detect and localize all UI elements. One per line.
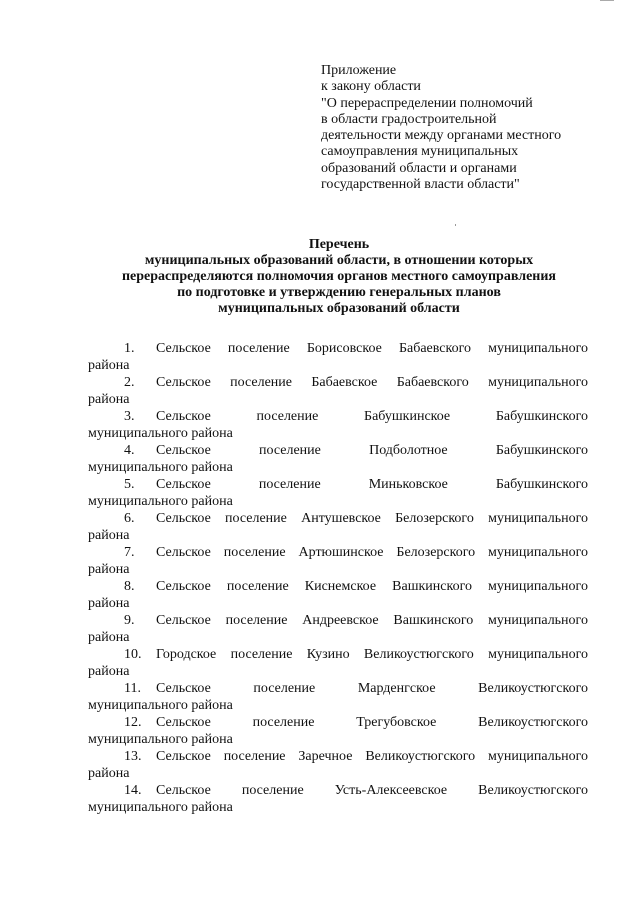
list-item-number: 14. (124, 783, 142, 798)
list-item-first-line (88, 748, 588, 765)
list-item-first-line (88, 510, 588, 527)
list-item-number: 13. (124, 749, 142, 764)
list-item-word: Киснемское (304, 579, 377, 594)
list-item-continuation: района (88, 596, 130, 611)
list-item-word: Бабушкинского (495, 443, 588, 458)
list-item-continuation: района (88, 562, 130, 577)
list-item-word: муниципального (488, 545, 588, 560)
list-item-word: поселение (227, 341, 290, 356)
list-item-word: Великоустюгского (365, 749, 476, 764)
list-item-word: Вашкинского (393, 613, 474, 628)
list-item-number: 11. (124, 681, 141, 696)
list-item-word: Сельское (156, 613, 211, 628)
list-item-word: Сельское (156, 341, 211, 356)
list-item-text (156, 544, 588, 561)
list-item-continuation: района (88, 664, 130, 679)
title-line: по подготовке и утверждению генеральных планов (177, 285, 501, 300)
list-item-first-line (88, 476, 588, 493)
list-item-word: Великоустюгского (363, 647, 474, 662)
list-item-word: Андреевское (302, 613, 379, 628)
annex-line: государственной власти области" (321, 177, 520, 193)
list-item-number: 6. (124, 511, 135, 526)
list-item-word: поселение (258, 477, 321, 492)
annex-line: самоуправления муниципальных (321, 144, 519, 160)
list-item-word: Подболотное (369, 443, 448, 458)
list-item-text (156, 646, 588, 663)
list-item-word: Вашкинского (392, 579, 472, 594)
list-item (88, 476, 588, 510)
list-item-word: Сельское (156, 579, 211, 594)
list-item-first-line (88, 374, 588, 391)
list-item-word: Великоустюгского (478, 715, 588, 730)
annex-line: к закону области (321, 79, 421, 95)
list-item-number: 12. (124, 715, 142, 730)
list-item-word: Бабаевского (398, 341, 471, 356)
list-item-word: муниципального (488, 375, 588, 390)
list-item-word: поселение (225, 613, 288, 628)
list-item (88, 374, 588, 408)
list-item-text (156, 578, 588, 595)
list-item-number: 3. (124, 409, 135, 424)
list-item-word: Усть-Алексеевское (334, 783, 448, 798)
list-item-word: поселение (252, 715, 315, 730)
list-item-text (156, 476, 588, 493)
list-item-number: 8. (124, 579, 135, 594)
list-item-first-line (88, 680, 588, 697)
list-item-word: Борисовское (306, 341, 382, 356)
list-item-number: 5. (124, 477, 135, 492)
list-item-number: 9. (124, 613, 135, 628)
list-item-text (156, 408, 588, 425)
list-item-word: поселение (230, 375, 292, 390)
list-item-word: Сельское (156, 511, 211, 526)
list-item-word: Антушевское (301, 511, 381, 526)
list-item-word: Сельское (156, 749, 211, 764)
list-item (88, 612, 588, 646)
document-title (80, 237, 598, 317)
list-item-text (156, 714, 588, 731)
list-item-first-line (88, 340, 588, 357)
list-item (88, 578, 588, 612)
list-item-word: муниципального (488, 647, 588, 662)
list-item-word: Сельское (156, 545, 211, 560)
list-item-word: муниципального (488, 749, 588, 764)
list-item (88, 510, 588, 544)
list-item-text (156, 442, 588, 459)
list-item-text (156, 374, 588, 391)
list-item-word: поселение (256, 409, 319, 424)
list-item-continuation: района (88, 630, 130, 645)
list-item-word: Сельское (156, 715, 211, 730)
list-item-number: 4. (124, 443, 135, 458)
annex-line: образований области и органами (321, 160, 517, 176)
list-item-word: поселение (230, 647, 293, 662)
scan-artifact (600, 0, 614, 4)
list-item (88, 408, 588, 442)
list-item-word: муниципального (488, 511, 588, 526)
list-item-word: Бабушкинского (495, 477, 588, 492)
list-item-first-line (88, 578, 588, 595)
list-item-first-line (88, 408, 588, 425)
list-item-text (156, 612, 588, 629)
list-item-word: Городское (156, 647, 217, 662)
list-item-text (156, 680, 588, 697)
list-item-word: Трегубовское (356, 715, 437, 730)
list-item-word: Бабушкинского (495, 409, 588, 424)
list-item-word: Сельское (156, 409, 211, 424)
list-item-text (156, 748, 588, 765)
list-item-word: муниципального (488, 579, 588, 594)
list-item-word: поселение (223, 749, 286, 764)
list-item (88, 714, 588, 748)
list-item-word: поселение (253, 681, 316, 696)
list-item-word: поселение (241, 783, 304, 798)
list-item-continuation: района (88, 392, 130, 407)
municipality-list (88, 340, 588, 816)
list-item (88, 646, 588, 680)
list-item-first-line (88, 612, 588, 629)
list-item-continuation: муниципального района (88, 426, 233, 441)
title-line: муниципальных образований области (218, 301, 460, 316)
list-item-first-line (88, 646, 588, 663)
list-item-word: поселение (223, 545, 286, 560)
list-item-first-line (88, 714, 588, 731)
list-item-first-line (88, 442, 588, 459)
list-item (88, 782, 588, 816)
list-item-number: 1. (124, 341, 135, 356)
list-item-continuation: района (88, 528, 130, 543)
list-item-continuation: муниципального района (88, 494, 233, 509)
list-item-word: Великоустюгского (478, 783, 588, 798)
list-item-word: поселение (226, 579, 289, 594)
list-item-word: Бабаевское (311, 375, 378, 390)
list-item-continuation: муниципального района (88, 460, 233, 475)
list-item-word: Миньковское (368, 477, 448, 492)
list-item (88, 442, 588, 476)
list-item-word: Сельское (156, 375, 211, 390)
list-item-word: Марденгское (357, 681, 436, 696)
annex-line: Приложение (321, 63, 397, 78)
list-item-word: Белозерского (395, 511, 474, 526)
list-item-continuation: района (88, 358, 130, 373)
list-item (88, 748, 588, 782)
annex-header (321, 63, 611, 193)
list-item-word: муниципального (488, 341, 588, 356)
list-item-number: 7. (124, 545, 135, 560)
list-item-word: Заречное (298, 749, 353, 764)
title-line: муниципальных образований области, в отношении которых (144, 253, 534, 268)
list-item-first-line (88, 544, 588, 561)
list-item-word: Сельское (156, 443, 211, 458)
list-item-word: поселение (259, 443, 321, 458)
list-item-word: Кузино (306, 647, 350, 662)
list-item-word: Бабаевского (396, 375, 469, 390)
annex-line: "О перераспределении полномочий (321, 95, 533, 111)
list-item-continuation: района (88, 766, 130, 781)
list-item-word: Сельское (156, 477, 211, 492)
annex-line: в области градостроительной (321, 111, 497, 127)
list-item-text (156, 782, 588, 799)
list-item-first-line (88, 782, 588, 799)
list-item-word: поселение (225, 511, 287, 526)
list-item-continuation: муниципального района (88, 732, 233, 747)
list-item (88, 544, 588, 578)
list-item-word: Белозерского (396, 545, 476, 560)
list-item-word: Бабушкинское (364, 409, 451, 424)
list-item-text (156, 340, 588, 357)
annex-line: деятельности между органами местного (321, 128, 562, 144)
list-item-continuation: муниципального района (88, 698, 233, 713)
list-item-word: Сельское (156, 783, 211, 798)
list-item-number: 10. (124, 647, 142, 662)
list-item-number: 2. (124, 375, 135, 390)
list-item-continuation: муниципального района (88, 800, 233, 815)
list-item (88, 340, 588, 374)
list-item-word: муниципального (488, 613, 588, 628)
list-item-text (156, 510, 588, 527)
list-item-word: Сельское (156, 681, 211, 696)
list-item-word: Великоустюгского (478, 681, 588, 696)
title-line: перераспределяются полномочия органов местного самоуправления (121, 269, 556, 284)
list-item-word: Артюшинское (298, 545, 384, 560)
scan-speck (455, 224, 456, 226)
title-line: Перечень (308, 237, 370, 252)
list-item (88, 680, 588, 714)
